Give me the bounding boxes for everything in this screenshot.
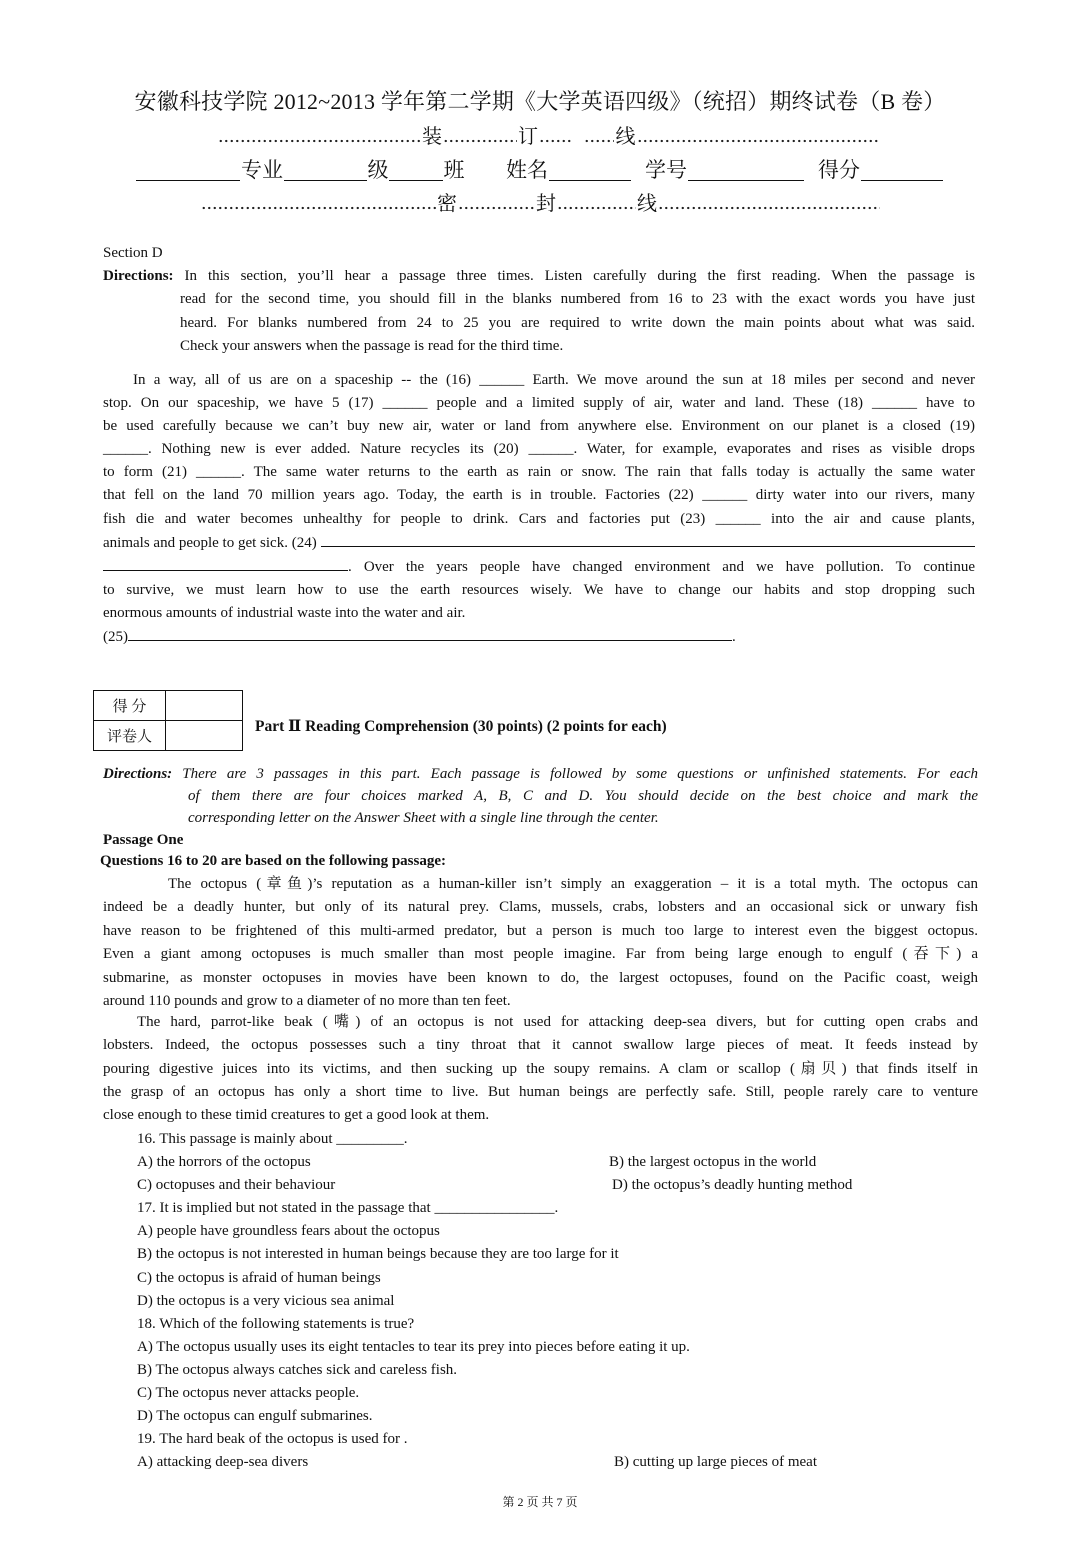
directions-line: Check your answers when the passage is read for the third time. — [180, 337, 564, 354]
option-d: D) The octopus can engulf submarines. — [137, 1408, 373, 1425]
directions-line: heard. For blanks numbered from 24 to 25 you are required to write down the main points about what was said. — [180, 314, 975, 331]
directions-line: of them there are four choices marked A, B, C and D. You should decide on the best choice and mark the — [188, 788, 978, 804]
class-blank — [389, 160, 443, 181]
dotted-leader — [584, 139, 614, 143]
score-box — [93, 690, 243, 751]
option-b: B) The octopus always catches sick and careless fish. — [137, 1361, 458, 1378]
grader-cell-label: 评卷人 — [94, 721, 166, 751]
dotted-leader — [637, 139, 878, 143]
paragraph-line: Even a giant among octopuses is much smaller than most people imagine. Far from being large enough to engulf (吞下) a — [103, 946, 978, 963]
option-row — [137, 1174, 977, 1197]
option-d: D) the octopus’s deadly hunting method — [612, 1177, 853, 1194]
option-b: B) the octopus is not interested in human beings because they are too large for it — [137, 1246, 619, 1263]
passage-title: Passage One — [103, 832, 184, 848]
seal-line — [201, 192, 880, 216]
dotted-leader — [539, 139, 571, 143]
directions-line — [103, 763, 978, 785]
question-stem: 19. The hard beak of the octopus is used for . — [137, 1431, 408, 1448]
option-a: A) the horrors of the octopus — [137, 1154, 311, 1171]
passage-line: enormous amounts of industrial waste into the water and air. — [103, 604, 466, 621]
passage-text: . Over the years people have changed environment and we have pollution. To continue — [348, 558, 975, 575]
paragraph-line: have reason to be frightened of this multi-armed predator, but a person is much too large to interest even the biggest octopus. — [103, 922, 978, 939]
option-a: A) people have groundless fears about the octopus — [137, 1223, 440, 1240]
option-a: A) attacking deep-sea divers — [137, 1454, 309, 1471]
major-label: 专业 — [241, 158, 283, 182]
question-stem: 17. It is implied but not stated in the passage that ________________. — [137, 1200, 559, 1217]
student-id-label: 学号 — [645, 158, 687, 182]
dotted-leader — [658, 206, 880, 210]
grader-cell-value — [166, 721, 243, 751]
option-c: C) the octopus is afraid of human beings — [137, 1269, 381, 1286]
directions-label: Directions: — [103, 766, 173, 782]
class-label: 班 — [443, 158, 465, 182]
page-number: 第 2 页 共 7 页 — [502, 1495, 578, 1509]
dotted-leader — [201, 206, 436, 210]
option-row — [137, 1451, 977, 1474]
passage-text: (25) — [103, 629, 128, 646]
score-cell-value — [166, 691, 243, 721]
grade-label: 级 — [367, 158, 389, 182]
paragraph-line: lobsters. Indeed, the octopus possesses such a tiny throat that it cannot swallow large pieces of meat. It feeds instead by — [103, 1037, 978, 1054]
reading-paragraph — [103, 873, 978, 1013]
passage-text: . — [732, 629, 736, 646]
dictation-passage — [103, 369, 975, 649]
option-a: A) The octopus usually uses its eight tentacles to tear its prey into pieces before eating it up. — [137, 1338, 690, 1355]
passage-line-25 — [103, 625, 975, 649]
paragraph-line: around 110 pounds and grow to a diameter of no more than ten feet. — [103, 993, 511, 1010]
passage-line: to survive, we must learn how to use the earth resources wisely. We have to change our habits and stop dropping such — [103, 581, 975, 598]
option-c: C) octopuses and their behaviour — [137, 1177, 336, 1194]
option-b: B) cutting up large pieces of meat — [614, 1454, 817, 1471]
student-info-line — [136, 157, 943, 183]
passage-line: In a way, all of us are on a spaceship -- the (16) ______ Earth. We move around the sun at 18 miles per second and never — [133, 372, 975, 388]
directions-line — [103, 265, 975, 288]
passage-text: animals and people to get sick. (24) — [103, 534, 317, 551]
student-id-blank — [688, 160, 804, 181]
answer-blank-25 — [128, 625, 732, 641]
score-blank — [861, 160, 943, 181]
paragraph-line: pouring digestive juices into its victims, and then sucking up the soupy remains. A clam or scallop (扇贝) that finds itself in — [103, 1060, 978, 1077]
passage-line: be used carefully because we can’t buy new air, water or land from anywhere else. Environment on our planet is a closed (19) — [103, 418, 975, 435]
name-label: 姓名 — [506, 158, 548, 182]
binding-mark-ding: 订 — [518, 126, 538, 148]
question-list — [137, 1128, 977, 1474]
questions-intro: Questions 16 to 20 are based on the following passage: — [100, 853, 446, 869]
directions-text: There are 3 passages in this part. Each passage is followed by some questions or unfinished statements. For each — [182, 766, 979, 782]
dotted-leader — [458, 206, 535, 210]
part-ii-directions — [103, 763, 978, 829]
name-blank — [549, 160, 631, 181]
binding-mark-zhuang: 装 — [422, 126, 442, 148]
paragraph-line: the grasp of an octopus has only a short time to live. But human beings are perfectly safe. Still, people rarely care to venture — [103, 1083, 978, 1100]
passage-line-24-continued — [103, 555, 975, 579]
answer-blank-24 — [321, 531, 975, 547]
section-d-heading: Section D — [103, 245, 163, 261]
paragraph-line: The octopus (章鱼)’s reputation as a human-killer isn’t simply an exaggeration – it is a total myth. The octopus can — [168, 876, 978, 892]
paragraph-line: close enough to these timid creatures to get a good look at them. — [103, 1107, 490, 1124]
directions-label: Directions: — [103, 268, 174, 284]
option-d: D) the octopus is a very vicious sea animal — [137, 1292, 395, 1309]
part-ii-heading: Part Ⅱ Reading Comprehension (30 points) (2 points for each) — [255, 718, 667, 735]
major-blank — [136, 160, 240, 181]
passage-line: that fell on the land 70 million years ago. Today, the earth is in trouble. Factories (22) ______ dirty water into our rivers, many — [103, 487, 975, 504]
dotted-leader — [443, 139, 517, 143]
binding-mark-xian: 线 — [615, 126, 636, 148]
paragraph-line: submarine, as monster octopuses in movies have been known to do, the largest octopuses, found on the Pacific coast, weigh — [103, 969, 978, 986]
directions-line: read for the second time, you should fill in the blanks numbered from 16 to 23 with the exact words you have just — [180, 291, 975, 308]
answer-blank-24-continued — [103, 555, 348, 571]
exam-title: 安徽科技学院 2012~2013 学年第二学期《大学英语四级》（统招）期终试卷（B 卷） — [134, 89, 946, 114]
passage-line: ______. Nothing new is ever added. Nature recycles its (20) ______. Water, for example, evaporates and rises as visible drops — [103, 441, 975, 458]
passage-line: to form (21) ______. The same water returns to the earth as rain or snow. The rain that falls today is actually the same water — [103, 464, 975, 481]
dotted-leader — [218, 139, 421, 143]
seal-mark-xian: 线 — [637, 193, 657, 215]
option-b: B) the largest octopus in the world — [609, 1154, 817, 1171]
passage-line: stop. On our spaceship, we have 5 (17) ______ people and a limited supply of air, water and land. These (18) ______ have to — [103, 395, 975, 412]
directions-line: corresponding letter on the Answer Sheet with a single line through the center. — [188, 810, 659, 826]
dotted-leader — [557, 206, 636, 210]
paragraph-line: The hard, parrot-like beak (嘴) of an octopus is not used for attacking deep-sea divers, but for cutting open crabs and — [137, 1014, 978, 1030]
seal-mark-feng: 封 — [536, 193, 556, 215]
passage-line-24 — [103, 531, 975, 555]
paragraph-line: indeed be a deadly hunter, but only of its natural prey. Clams, mussels, crabs, lobsters and an occasional sick or unwary fish — [103, 899, 978, 916]
binding-line — [218, 125, 878, 149]
directions-text: In this section, you’ll hear a passage three times. Listen carefully during the first reading. When the passage is — [184, 268, 976, 284]
score-cell-label: 得 分 — [94, 691, 166, 721]
section-d-directions — [103, 265, 975, 358]
reading-paragraph — [103, 1011, 978, 1127]
question-stem: 16. This passage is mainly about _________. — [137, 1131, 408, 1147]
option-c: C) The octopus never attacks people. — [137, 1385, 360, 1402]
question-stem: 18. Which of the following statements is true? — [137, 1315, 415, 1332]
grade-blank — [284, 160, 367, 181]
passage-line: fish die and water becomes unhealthy for people to drink. Cars and factories put (23) ______ into the air and cause plants, — [103, 510, 975, 527]
seal-mark-mi: 密 — [437, 193, 457, 215]
score-label: 得分 — [818, 158, 860, 182]
option-row — [137, 1151, 977, 1174]
